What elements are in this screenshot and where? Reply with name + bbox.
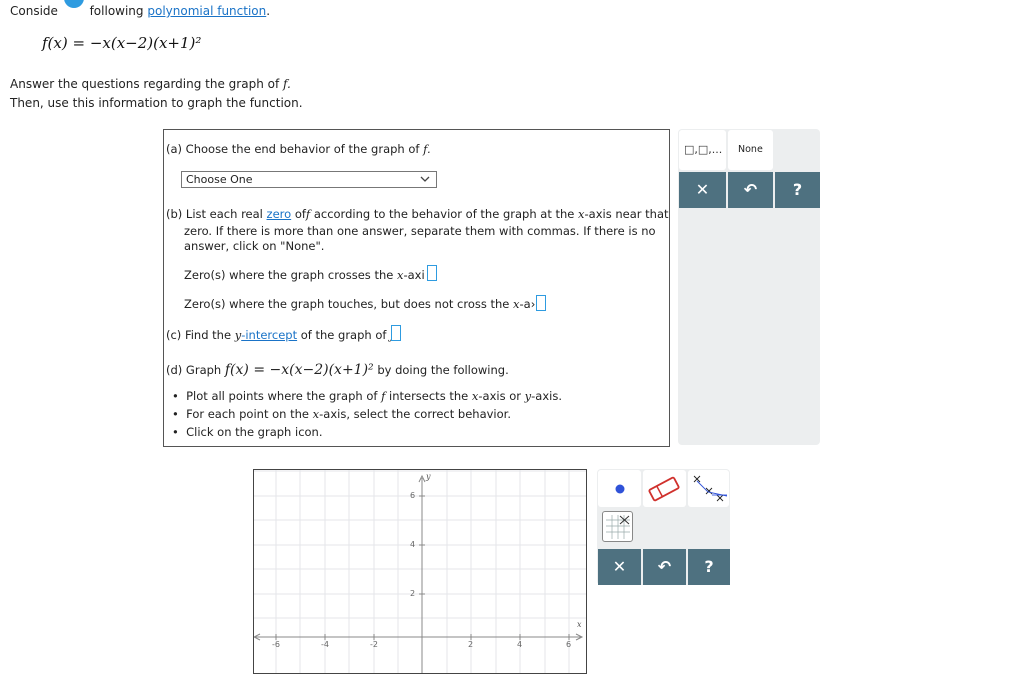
touches-suffix: -a› <box>519 297 536 311</box>
graph-undo-button[interactable] <box>643 549 686 585</box>
intro-prefix: Conside <box>10 4 58 18</box>
point-icon <box>598 470 641 507</box>
crosses-axis: x <box>396 268 404 282</box>
bullet1-a: Plot all points where the graph of <box>186 389 378 403</box>
part-c-var: y <box>234 328 242 342</box>
x-intercept-behavior-icon <box>688 470 729 507</box>
intro-suffix: . <box>266 4 271 18</box>
part-d-prefix: (d) Graph <box>166 363 222 377</box>
part-c-suffix: of the graph of <box>300 328 387 342</box>
bullet-2: • For each point on the x-axis, select the correct behavior. <box>172 407 511 421</box>
bullet2-a: For each point on the <box>186 407 309 421</box>
bullet1-x: x <box>471 389 479 403</box>
x-tick-label: -4 <box>321 640 329 649</box>
intro-mid: following <box>89 4 144 18</box>
zero-link[interactable]: zero <box>266 207 292 221</box>
polynomial-function-link[interactable]: polynomial function <box>147 4 267 18</box>
close-icon: ✕ <box>695 180 710 199</box>
undo-icon: ↶ <box>657 557 672 576</box>
instructions-var: f. <box>283 77 291 91</box>
x-tick-label: 6 <box>566 640 572 649</box>
part-b-continuation <box>184 224 664 254</box>
part-b-label <box>166 207 669 221</box>
part-b-axis: x <box>578 207 585 221</box>
bullet1-y: y <box>524 389 532 403</box>
part-b-var: f <box>305 207 311 221</box>
instructions-line2: Then, use this information to graph the function. <box>10 96 303 110</box>
bullet1-var: f <box>381 389 386 403</box>
list-template-button[interactable] <box>679 130 726 170</box>
eraser-icon <box>643 470 686 507</box>
clear-button[interactable] <box>679 172 726 208</box>
part-b-after-var: according to the behavior of the graph at the <box>313 207 575 221</box>
part-d-label <box>166 362 509 378</box>
y-axis-label: y <box>426 472 431 481</box>
list-template-label: □,□,... <box>684 143 723 156</box>
part-b-prefix: (b) List each real <box>166 207 263 221</box>
help-button[interactable] <box>775 172 820 208</box>
part-c-label <box>166 328 394 342</box>
y-tick-label: 6 <box>410 491 416 500</box>
point-tool-button[interactable] <box>598 470 641 507</box>
none-label: None <box>738 144 763 155</box>
part-a-text: (a) Choose the end behavior of the graph of <box>166 142 420 156</box>
function-formula: f(x) = −x(x−2)(x+1)² <box>42 34 202 52</box>
part-d-formula: f(x) = −x(x−2)(x+1)² <box>224 362 374 378</box>
close-icon: ✕ <box>612 557 627 576</box>
crosses-label <box>184 268 425 282</box>
x-tick-label: -2 <box>370 640 378 649</box>
bullet1-b: intersects the <box>389 389 469 403</box>
part-b-middle: of <box>294 207 306 221</box>
bullet1-d: -axis. <box>531 389 562 403</box>
help-icon: ? <box>792 180 803 199</box>
end-behavior-select-value: Choose One <box>186 173 253 186</box>
none-button[interactable] <box>728 130 773 170</box>
y-tick-label: 2 <box>410 589 416 598</box>
x-tick-label: -6 <box>272 640 280 649</box>
y-intercept-link[interactable]: -intercept <box>241 328 298 342</box>
undo-button[interactable] <box>728 172 773 208</box>
touches-label-text: Zero(s) where the graph touches, but does not cross the <box>184 297 510 311</box>
instructions-line1: Answer the questions regarding the graph of <box>10 77 280 91</box>
part-a-var: f. <box>423 142 431 156</box>
crosses-answer-input[interactable] <box>427 265 437 281</box>
behavior-tool-button[interactable] <box>688 470 729 507</box>
touches-label <box>184 297 535 311</box>
help-icon: ? <box>704 557 714 576</box>
bullet-3: • Click on the graph icon. <box>172 425 323 439</box>
y-tick-label: 4 <box>410 540 416 549</box>
bullet-1: • Plot all points where the graph of f intersects the x-axis or y-axis. <box>172 389 562 403</box>
graph-icon <box>603 512 632 541</box>
chevron-down-icon <box>420 173 430 190</box>
part-b-suffix: -axis near that <box>584 207 669 221</box>
end-behavior-select[interactable] <box>181 171 437 188</box>
crosses-suffix: -axi <box>403 268 425 282</box>
graph-grid <box>254 470 587 674</box>
x-axis-label: x <box>577 620 582 629</box>
x-tick-label: 2 <box>468 640 474 649</box>
graph-icon-button[interactable] <box>602 511 633 542</box>
part-a-label <box>166 142 431 156</box>
undo-icon: ↶ <box>743 180 758 199</box>
part-b-line3: answer, click on "None". <box>184 239 325 253</box>
touches-axis: x <box>513 297 520 311</box>
bullet3-text: Click on the graph icon. <box>186 425 323 439</box>
graph-canvas[interactable] <box>253 469 587 674</box>
part-c-prefix: (c) Find the <box>166 328 232 342</box>
y-intercept-answer-input[interactable] <box>391 325 401 341</box>
graph-clear-button[interactable] <box>598 549 641 585</box>
bullet2-x: x <box>312 407 320 421</box>
bullet2-b: -axis, select the correct behavior. <box>319 407 511 421</box>
part-d-suffix: by doing the following. <box>377 363 509 377</box>
eraser-tool-button[interactable] <box>643 470 686 507</box>
x-tick-label: 4 <box>517 640 523 649</box>
intro-line <box>10 4 270 18</box>
bullet1-c: -axis or <box>478 389 521 403</box>
part-d-bullets <box>172 386 562 442</box>
crosses-label-text: Zero(s) where the graph crosses the <box>184 268 394 282</box>
part-b-line2: zero. If there is more than one answer, separate them with commas. If there is no <box>184 224 656 238</box>
graph-help-button[interactable] <box>688 549 730 585</box>
instructions <box>10 75 303 113</box>
touches-answer-input[interactable] <box>536 295 546 311</box>
